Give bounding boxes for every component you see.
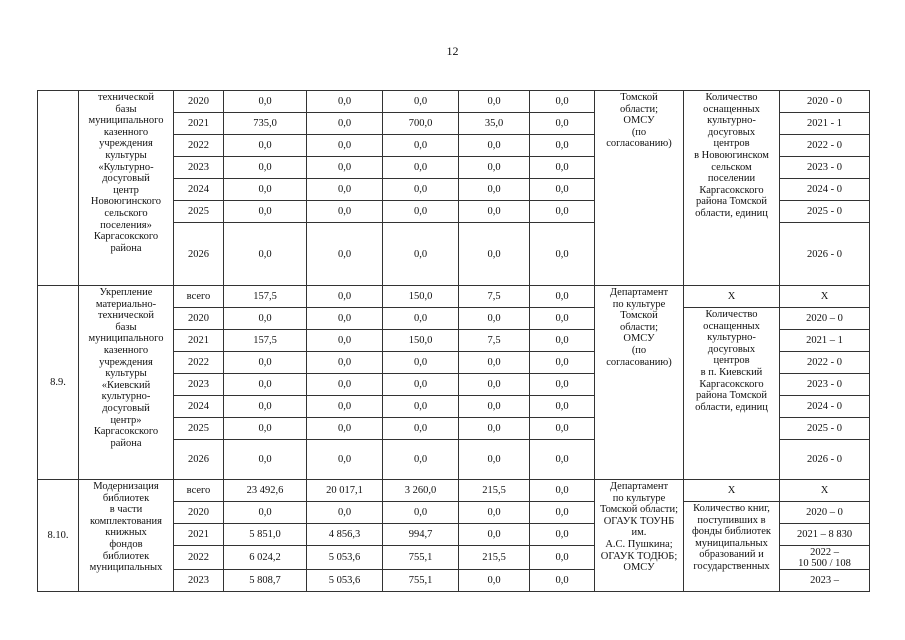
activity-name-line: муниципальных: [89, 562, 163, 574]
activity-name-line: книжных: [105, 527, 147, 539]
indicator-line: досуговых: [707, 343, 756, 355]
indicator-line: в Новоюгинском: [694, 149, 769, 161]
funding-cell-2: 4 856,3: [307, 524, 383, 546]
funding-cell-3: 0,0: [383, 502, 459, 524]
year-cell: 2020: [174, 308, 224, 330]
funding-cell-4: 0,0: [459, 570, 530, 592]
year-cell: 2024: [174, 396, 224, 418]
target-line: 2021 – 8 830: [796, 529, 853, 540]
table-row: [38, 480, 870, 502]
indicator-line: центров: [713, 355, 750, 367]
activity-name-line: Каргасокского: [93, 426, 159, 438]
responsible-line: согласованию): [606, 138, 672, 150]
activity-name-line: центр: [113, 184, 139, 196]
year-cell: всего: [174, 480, 224, 502]
funding-cell-3: 150,0: [383, 286, 459, 308]
funding-cell-3: 994,7: [383, 524, 459, 546]
year-cell: 2024: [174, 179, 224, 201]
indicator-line: оснащенных: [703, 320, 760, 332]
indicator-line: района Томской: [695, 390, 768, 402]
responsible-line: области;: [619, 103, 659, 115]
responsible-line: Томской: [620, 92, 658, 103]
program-table: [37, 90, 870, 592]
target-value: [780, 113, 870, 135]
indicator-line: Количество книг,: [693, 503, 770, 514]
funding-cell-2: 0,0: [307, 502, 383, 524]
target-line: 2025 - 0: [807, 206, 842, 217]
indicator-line: Количество: [705, 92, 758, 103]
indicator-line: культурно-: [707, 332, 756, 344]
funding-cell-5: 0,0: [530, 91, 595, 113]
funding-cell-1: 0,0: [224, 157, 307, 179]
responsible-line: (по: [631, 126, 647, 138]
activity-name: [79, 480, 174, 592]
funding-cell-5: 0,0: [530, 502, 595, 524]
indicator-line: Количество: [705, 309, 758, 320]
responsible-line: А.С. Пушкина;: [605, 538, 673, 550]
funding-cell-5: 0,0: [530, 374, 595, 396]
target-line: X: [820, 485, 829, 496]
target-line: 2024 - 0: [807, 184, 842, 195]
activity-name-line: «Киевский: [101, 379, 151, 391]
funding-cell-5: 0,0: [530, 570, 595, 592]
funding-cell-3: 0,0: [383, 157, 459, 179]
funding-cell-3: 0,0: [383, 440, 459, 480]
indicator-name: [684, 502, 780, 592]
funding-cell-3: 150,0: [383, 330, 459, 352]
funding-cell-1: 0,0: [224, 308, 307, 330]
activity-name-line: «Культурно-: [98, 161, 154, 173]
funding-cell-4: 0,0: [459, 91, 530, 113]
funding-cell-3: 755,1: [383, 546, 459, 570]
funding-cell-1: 23 492,6: [224, 480, 307, 502]
activity-name-line: муниципального: [88, 333, 164, 345]
target-value: [780, 570, 870, 592]
target-line: 2022 - 0: [807, 357, 842, 368]
indicator-line: культурно-: [707, 115, 756, 127]
year-cell: 2023: [174, 374, 224, 396]
year-cell: 2026: [174, 223, 224, 286]
funding-cell-3: 0,0: [383, 374, 459, 396]
activity-name: [79, 286, 174, 480]
funding-cell-1: 0,0: [224, 502, 307, 524]
funding-cell-1: 735,0: [224, 113, 307, 135]
activity-name-line: сельского: [104, 207, 148, 219]
funding-cell-4: 0,0: [459, 502, 530, 524]
responsible-line: ОГАУК ТОУНБ: [603, 515, 675, 527]
target-line: 2025 - 0: [807, 423, 842, 434]
responsible-line: по культуре: [612, 298, 666, 310]
funding-cell-2: 0,0: [307, 157, 383, 179]
activity-name-line: района: [110, 437, 142, 449]
funding-cell-4: 0,0: [459, 524, 530, 546]
funding-cell-2: 0,0: [307, 308, 383, 330]
target-value: [780, 502, 870, 524]
year-cell: 2026: [174, 440, 224, 480]
indicator-total: X: [684, 286, 780, 308]
activity-name-line: казенного: [103, 344, 149, 356]
indicator-line: поступивших в: [697, 514, 766, 526]
item-number: [38, 91, 79, 286]
funding-cell-3: 0,0: [383, 91, 459, 113]
target-value: [780, 480, 870, 502]
indicator-total: X: [684, 480, 780, 502]
funding-cell-5: 0,0: [530, 546, 595, 570]
page-number: 12: [446, 44, 459, 58]
target-line: 10 500 / 108: [798, 557, 851, 569]
indicator-line: фонды библиотек: [691, 526, 772, 538]
funding-cell-4: 0,0: [459, 418, 530, 440]
funding-cell-5: 0,0: [530, 352, 595, 374]
target-line: 2022 –: [810, 546, 839, 558]
activity-name-line: Укрепление: [99, 287, 153, 298]
responsible-line: Департамент: [609, 287, 669, 298]
target-value: [780, 352, 870, 374]
funding-cell-5: 0,0: [530, 396, 595, 418]
activity-name-line: комплектования: [90, 515, 162, 527]
funding-cell-2: 0,0: [307, 179, 383, 201]
activity-name-line: технической: [98, 310, 154, 322]
target-value: [780, 286, 870, 308]
funding-cell-5: 0,0: [530, 330, 595, 352]
responsible-line: (по: [631, 344, 647, 356]
indicator-name: [684, 91, 780, 286]
activity-name-line: поселения»: [100, 219, 152, 231]
funding-cell-2: 0,0: [307, 223, 383, 286]
funding-cell-4: 0,0: [459, 223, 530, 286]
funding-cell-5: 0,0: [530, 440, 595, 480]
table-row: [38, 91, 870, 113]
funding-cell-3: 0,0: [383, 396, 459, 418]
funding-cell-5: 0,0: [530, 286, 595, 308]
target-line: 2026 - 0: [807, 454, 842, 465]
target-value: [780, 546, 870, 570]
funding-cell-1: 0,0: [224, 396, 307, 418]
activity-name-line: культурно-: [101, 391, 151, 403]
funding-cell-3: 755,1: [383, 570, 459, 592]
indicator-line: государственных: [693, 560, 770, 572]
funding-cell-5: 0,0: [530, 524, 595, 546]
year-cell: 2022: [174, 135, 224, 157]
funding-cell-4: 35,0: [459, 113, 530, 135]
funding-cell-2: 0,0: [307, 113, 383, 135]
target-value: [780, 396, 870, 418]
target-value: [780, 201, 870, 223]
funding-cell-5: 0,0: [530, 480, 595, 502]
activity-name-line: района: [110, 242, 142, 254]
funding-cell-2: 5 053,6: [307, 570, 383, 592]
target-value: [780, 374, 870, 396]
target-value: [780, 524, 870, 546]
funding-cell-1: 5 808,7: [224, 570, 307, 592]
funding-cell-5: 0,0: [530, 201, 595, 223]
funding-cell-2: 5 053,6: [307, 546, 383, 570]
target-value: [780, 91, 870, 113]
funding-cell-1: 157,5: [224, 286, 307, 308]
funding-cell-1: 0,0: [224, 418, 307, 440]
funding-cell-1: 0,0: [224, 135, 307, 157]
funding-cell-3: 0,0: [383, 308, 459, 330]
funding-cell-2: 0,0: [307, 440, 383, 480]
item-number: 8.10.: [38, 480, 79, 592]
target-value: [780, 157, 870, 179]
responsible-line: Томской: [620, 310, 658, 322]
indicator-line: Каргасокского: [699, 378, 764, 390]
activity-name-line: фондов: [109, 538, 143, 550]
funding-cell-2: 20 017,1: [307, 480, 383, 502]
target-line: 2026 - 0: [807, 248, 842, 260]
activity-name-line: технической: [98, 92, 154, 103]
funding-cell-5: 0,0: [530, 418, 595, 440]
funding-cell-4: 0,0: [459, 157, 530, 179]
funding-cell-1: 0,0: [224, 223, 307, 286]
funding-cell-2: 0,0: [307, 374, 383, 396]
year-cell: 2022: [174, 546, 224, 570]
funding-cell-1: 5 851,0: [224, 524, 307, 546]
funding-cell-2: 0,0: [307, 201, 383, 223]
target-line: 2020 – 0: [806, 507, 843, 518]
funding-cell-1: 0,0: [224, 201, 307, 223]
funding-cell-1: 0,0: [224, 352, 307, 374]
target-value: [780, 440, 870, 480]
item-number: 8.9.: [38, 286, 79, 480]
target-value: [780, 330, 870, 352]
funding-cell-4: 0,0: [459, 201, 530, 223]
indicator-line: центров: [713, 138, 750, 150]
funding-cell-2: 0,0: [307, 352, 383, 374]
target-line: 2021 – 1: [806, 335, 843, 346]
funding-cell-4: 0,0: [459, 179, 530, 201]
activity-name-line: культуры: [105, 149, 147, 161]
funding-cell-3: 0,0: [383, 201, 459, 223]
responsible-line: Томской области;: [599, 504, 679, 516]
funding-cell-4: 0,0: [459, 440, 530, 480]
funding-cell-2: 0,0: [307, 286, 383, 308]
activity-name-line: библиотек: [102, 550, 150, 562]
funding-cell-3: 0,0: [383, 135, 459, 157]
funding-cell-2: 0,0: [307, 418, 383, 440]
target-line: 2023 –: [810, 575, 839, 586]
target-value: [780, 223, 870, 286]
funding-cell-3: 700,0: [383, 113, 459, 135]
activity-name-line: досуговый: [102, 173, 150, 185]
activity-name-line: учреждения: [99, 138, 153, 150]
activity-name-line: материально-: [95, 298, 157, 310]
target-value: [780, 179, 870, 201]
indicator-line: оснащенных: [703, 103, 760, 115]
funding-cell-1: 0,0: [224, 91, 307, 113]
activity-name-line: Новоюгинского: [90, 196, 162, 208]
responsible-executor: [595, 480, 684, 592]
target-line: 2024 - 0: [807, 401, 842, 412]
table-row: [38, 286, 870, 308]
funding-cell-5: 0,0: [530, 157, 595, 179]
indicator-line: поселении: [707, 173, 756, 185]
indicator-line: Каргасокского: [699, 184, 764, 196]
funding-cell-4: 0,0: [459, 396, 530, 418]
responsible-line: Департамент: [609, 481, 669, 492]
activity-name-line: базы: [115, 103, 137, 115]
funding-cell-2: 0,0: [307, 135, 383, 157]
funding-cell-2: 0,0: [307, 396, 383, 418]
responsible-line: по культуре: [612, 492, 666, 504]
activity-name-line: учреждения: [99, 356, 153, 368]
activity-name-line: центр»: [110, 414, 142, 426]
activity-name-line: библиотек: [102, 492, 150, 504]
indicator-name: [684, 308, 780, 480]
funding-cell-4: 7,5: [459, 286, 530, 308]
funding-cell-5: 0,0: [530, 308, 595, 330]
responsible-line: согласованию): [606, 356, 672, 368]
year-cell: 2023: [174, 570, 224, 592]
funding-cell-1: 0,0: [224, 179, 307, 201]
funding-cell-3: 0,0: [383, 179, 459, 201]
funding-cell-4: 215,5: [459, 546, 530, 570]
year-cell: 2025: [174, 201, 224, 223]
responsible-line: ОМСУ: [623, 115, 655, 127]
funding-cell-4: 215,5: [459, 480, 530, 502]
indicator-line: района Томской: [695, 196, 768, 208]
responsible-line: ОМСУ: [623, 333, 655, 345]
funding-cell-3: 0,0: [383, 418, 459, 440]
activity-name-line: Каргасокского: [93, 231, 159, 243]
funding-cell-5: 0,0: [530, 113, 595, 135]
funding-cell-3: 0,0: [383, 223, 459, 286]
year-cell: 2023: [174, 157, 224, 179]
funding-cell-1: 6 024,2: [224, 546, 307, 570]
activity-name: [79, 91, 174, 286]
target-line: 2023 - 0: [807, 162, 842, 173]
activity-name-line: культуры: [105, 368, 147, 380]
target-line: 2020 – 0: [806, 313, 843, 324]
funding-cell-4: 0,0: [459, 352, 530, 374]
year-cell: 2020: [174, 91, 224, 113]
indicator-line: муниципальных: [695, 537, 768, 549]
target-line: 2022 - 0: [807, 140, 842, 151]
year-cell: 2021: [174, 113, 224, 135]
responsible-line: им.: [631, 527, 647, 539]
indicator-line: образований и: [699, 549, 764, 561]
funding-cell-2: 0,0: [307, 330, 383, 352]
indicator-line: сельском: [711, 161, 752, 173]
funding-cell-5: 0,0: [530, 223, 595, 286]
funding-cell-1: 0,0: [224, 440, 307, 480]
year-cell: 2022: [174, 352, 224, 374]
responsible-executor: [595, 286, 684, 480]
activity-name-line: в части: [109, 504, 143, 516]
year-cell: всего: [174, 286, 224, 308]
funding-cell-4: 7,5: [459, 330, 530, 352]
indicator-line: области, единиц: [695, 207, 768, 219]
responsible-line: ОМСУ: [623, 562, 655, 574]
activity-name-line: досуговый: [102, 402, 150, 414]
responsible-line: области;: [619, 321, 659, 333]
funding-cell-4: 0,0: [459, 374, 530, 396]
funding-cell-5: 0,0: [530, 179, 595, 201]
target-line: 2023 - 0: [807, 379, 842, 390]
funding-cell-4: 0,0: [459, 135, 530, 157]
target-value: [780, 418, 870, 440]
year-cell: 2021: [174, 330, 224, 352]
funding-cell-5: 0,0: [530, 135, 595, 157]
indicator-line: области, единиц: [695, 401, 768, 413]
target-line: 2020 - 0: [807, 96, 842, 107]
indicator-line: в п. Киевский: [700, 366, 763, 378]
target-value: [780, 308, 870, 330]
responsible-executor: [595, 91, 684, 286]
activity-name-line: Модернизация: [93, 481, 159, 492]
funding-cell-1: 157,5: [224, 330, 307, 352]
activity-name-line: базы: [115, 321, 137, 333]
funding-cell-2: 0,0: [307, 91, 383, 113]
indicator-line: досуговых: [707, 126, 756, 138]
target-value: [780, 135, 870, 157]
year-cell: 2025: [174, 418, 224, 440]
target-line: 2021 - 1: [807, 118, 842, 129]
year-cell: 2021: [174, 524, 224, 546]
responsible-line: ОГАУК ТОДЮБ;: [600, 550, 678, 562]
funding-cell-1: 0,0: [224, 374, 307, 396]
funding-cell-4: 0,0: [459, 308, 530, 330]
funding-cell-3: 0,0: [383, 352, 459, 374]
funding-cell-3: 3 260,0: [383, 480, 459, 502]
year-cell: 2020: [174, 502, 224, 524]
activity-name-line: муниципального: [88, 115, 164, 127]
activity-name-line: казенного: [103, 126, 149, 138]
target-line: X: [820, 291, 829, 302]
